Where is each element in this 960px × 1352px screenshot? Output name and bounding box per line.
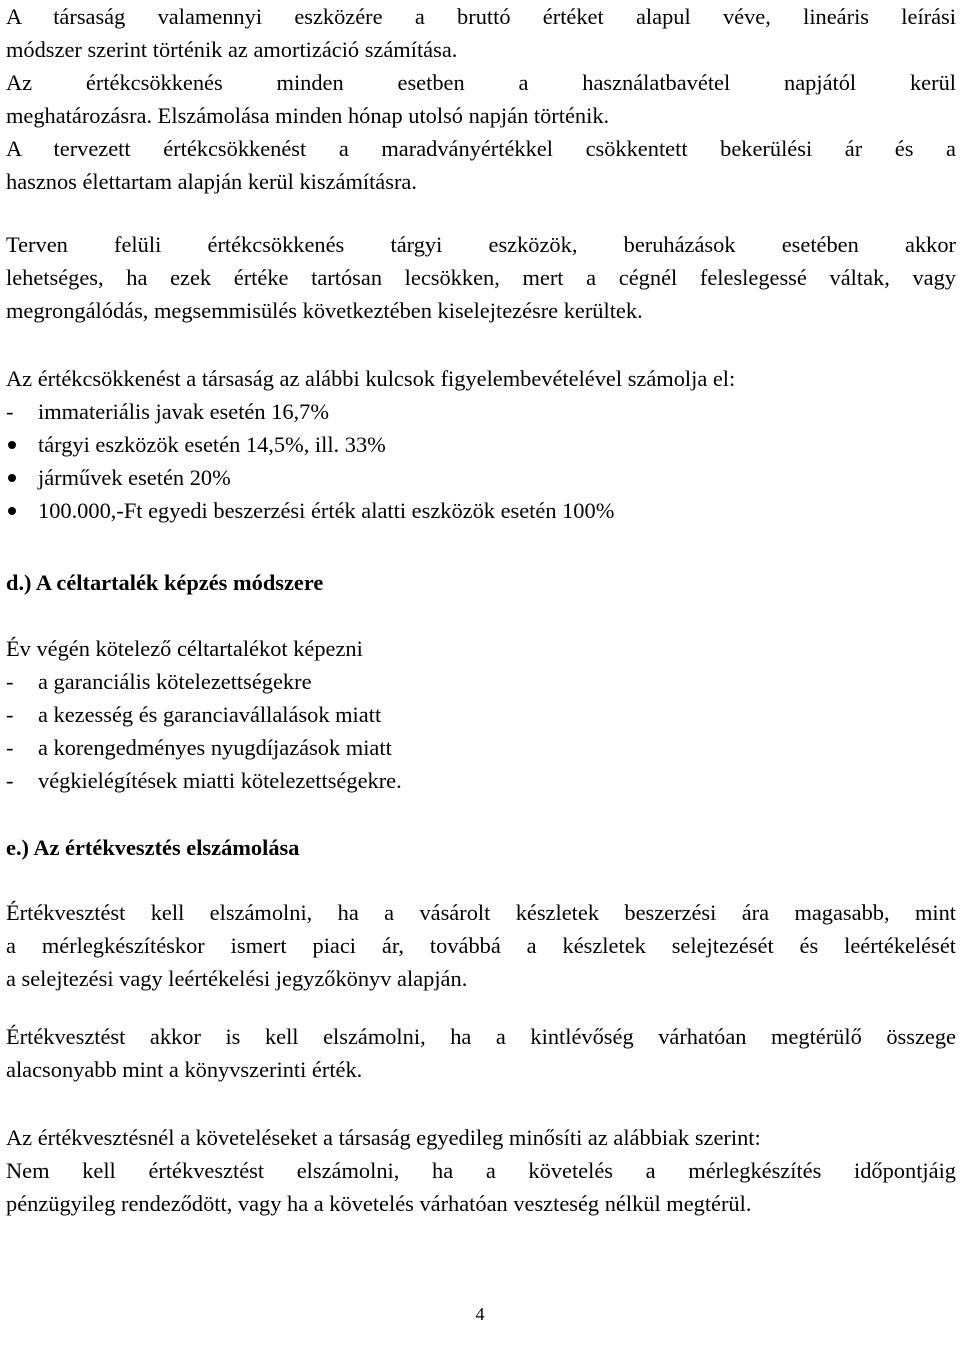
text-line: módszer szerint történik az amortizáció számítása. xyxy=(6,37,458,62)
section-e-heading: e.) Az értékvesztés elszámolása xyxy=(6,835,300,860)
list-item-text: végkielégítések miatti kötelezettségekre. xyxy=(38,768,402,793)
depreciation-rates-list xyxy=(6,362,956,527)
list-item-text: immateriális javak esetén 16,7% xyxy=(38,399,329,424)
text-line: a selejtezési vagy leértékelési jegyzőkönyv alapján. xyxy=(6,966,468,991)
depreciation-method-paragraph xyxy=(6,0,956,198)
dash-marker: - xyxy=(6,735,14,760)
text-line: A társaság valamennyi eszközére a bruttó értéket alapul véve, lineáris leírási xyxy=(6,4,956,29)
list-item xyxy=(6,494,956,527)
text-line: A tervezett értékcsökkenést a maradványértékkel csökkentett bekerülési ár és a xyxy=(6,136,956,161)
list-item xyxy=(6,428,956,461)
text-line: alacsonyabb mint a könyvszerinti érték. xyxy=(6,1057,363,1082)
list-item-text: a garanciális kötelezettségekre xyxy=(38,669,312,694)
dash-marker: - xyxy=(6,768,14,793)
provisions-list xyxy=(6,632,956,797)
bullet-icon xyxy=(8,507,16,515)
list-item-text: tárgyi eszközök esetén 14,5%, ill. 33% xyxy=(38,432,386,457)
list-item-text: járművek esetén 20% xyxy=(38,465,231,490)
list-item-text: a kezesség és garanciavállalások miatt xyxy=(38,702,382,727)
text-line: a mérlegkészítéskor ismert piaci ár, továbbá a készletek selejtezését és leértékelését xyxy=(6,933,956,958)
section-d-heading: d.) A céltartalék képzés módszere xyxy=(6,570,324,595)
text-line: Az értékvesztésnél a követeléseket a társaság egyedileg minősíti az alábbiak szerint: xyxy=(6,1125,761,1150)
text-line: Terven felüli értékcsökkenés tárgyi eszközök, beruházások esetében akkor xyxy=(6,232,956,257)
extraordinary-depreciation-paragraph xyxy=(6,228,956,327)
list-item xyxy=(6,395,956,428)
text-line: Az értékcsökkenés minden esetben a használatbavétel napjától kerül xyxy=(6,70,956,95)
list-item xyxy=(6,665,956,698)
list-item xyxy=(6,461,956,494)
impairment-inventory-paragraph xyxy=(6,896,956,995)
impairment-receivables-paragraph xyxy=(6,1020,956,1086)
dash-marker: - xyxy=(6,399,14,424)
dash-marker: - xyxy=(6,669,14,694)
page-number: 4 xyxy=(475,1304,485,1324)
rates-intro: Az értékcsökkenést a társaság az alábbi kulcsok figyelembevételével számolja el: xyxy=(6,366,736,391)
text-line: meghatározásra. Elszámolása minden hónap utolsó napján történik. xyxy=(6,103,610,128)
text-line: lehetséges, ha ezek értéke tartósan lecsökken, mert a cégnél feleslegessé váltak, vagy xyxy=(6,265,956,290)
list-item xyxy=(6,698,956,731)
bullet-icon xyxy=(8,474,16,482)
list-item-text: 100.000,-Ft egyedi beszerzési érték alatti eszközök esetén 100% xyxy=(38,498,615,523)
bullet-icon xyxy=(8,441,16,449)
list-item xyxy=(6,764,956,797)
list-item xyxy=(6,731,956,764)
impairment-classification-paragraph xyxy=(6,1121,956,1220)
provisions-intro: Év végén kötelező céltartalékot képezni xyxy=(6,636,363,661)
text-line: hasznos élettartam alapján kerül kiszámításra. xyxy=(6,169,417,194)
dash-marker: - xyxy=(6,702,14,727)
text-line: Értékvesztést akkor is kell elszámolni, ha a kintlévőség várhatóan megtérülő összege xyxy=(6,1024,956,1049)
text-line: Nem kell értékvesztést elszámolni, ha a követelés a mérlegkészítés időpontjáig xyxy=(6,1158,956,1183)
list-item-text: a korengedményes nyugdíjazások miatt xyxy=(38,735,392,760)
text-line: megrongálódás, megsemmisülés következtében kiselejtezésre kerültek. xyxy=(6,298,643,323)
text-line: Értékvesztést kell elszámolni, ha a vásárolt készletek beszerzési ára magasabb, mint xyxy=(6,900,956,925)
text-line: pénzügyileg rendeződött, vagy ha a követelés várhatóan veszteség nélkül megtérül. xyxy=(6,1191,752,1216)
